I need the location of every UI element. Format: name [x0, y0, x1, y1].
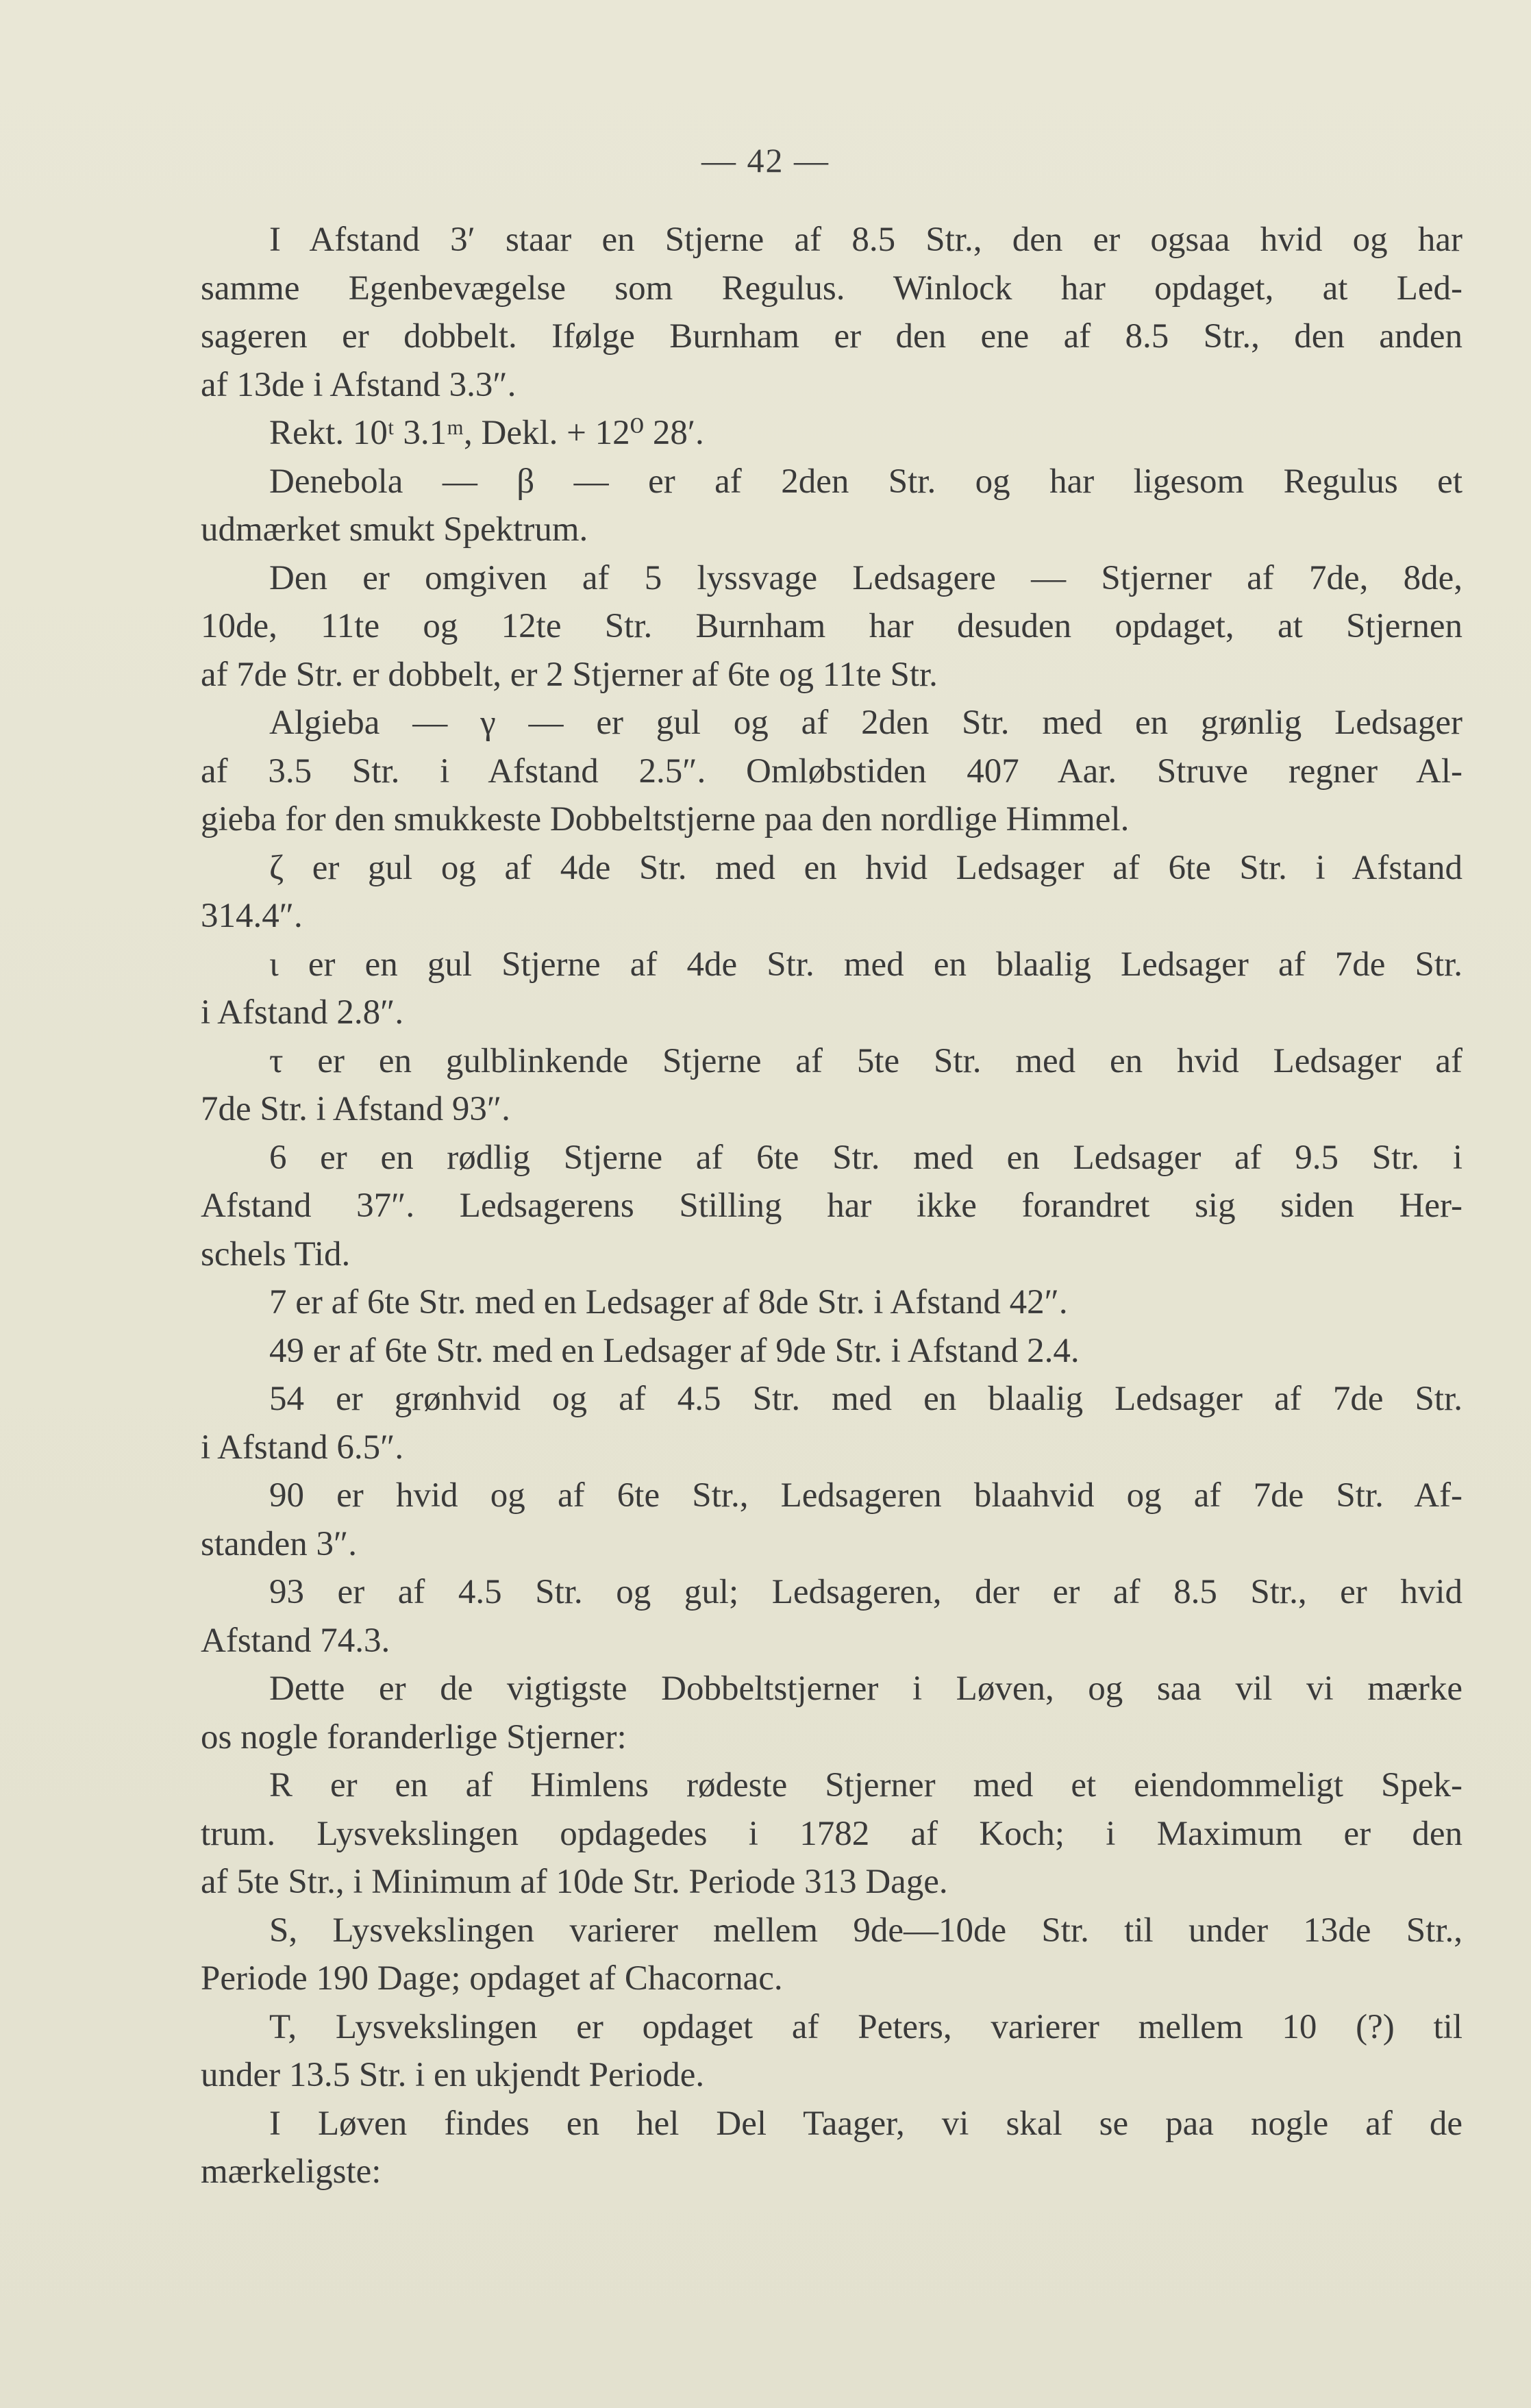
text-line: T, Lysvekslingen er opdaget af Peters, varierer mellem 10 (?) til — [269, 2007, 1462, 2046]
text-line: 10de, 11te og 12te Str. Burnham har desuden opdaget, at Stjernen — [201, 607, 1462, 645]
text-line: af 13de i Afstand 3.3″. — [201, 365, 516, 404]
text-line: I Afstand 3′ staar en Stjerne af 8.5 Str., den er ogsaa hvid og har — [269, 221, 1462, 259]
text-line: 6 er en rødlig Stjerne af 6te Str. med en Ledsager af 9.5 Str. i — [269, 1138, 1462, 1177]
text-line: Afstand 37″. Ledsagerens Stilling har ikke forandret sig siden Her- — [201, 1187, 1462, 1225]
text-line: S, Lysvekslingen varierer mellem 9de—10de Str. til under 13de Str., — [269, 1911, 1462, 1950]
text-line: ζ er gul og af 4de Str. med en hvid Ledsager af 6te Str. i Afstand — [269, 848, 1462, 887]
text-line: Rekt. 10ᵗ 3.1ᵐ, Dekl. + 12⁰ 28′. — [269, 414, 704, 452]
text-line: i Afstand 6.5″. — [201, 1428, 404, 1467]
text-line: af 7de Str. er dobbelt, er 2 Stjerner af 6te og 11te Str. — [201, 655, 938, 694]
text-line: Dette er de vigtigste Dobbeltstjerner i Løven, og saa vil vi mærke — [269, 1670, 1462, 1708]
text-line: 90 er hvid og af 6te Str., Ledsageren blaahvid og af 7de Str. Af- — [269, 1476, 1462, 1515]
text-line: Afstand 74.3. — [201, 1621, 390, 1660]
text-line: 7de Str. i Afstand 93″. — [201, 1090, 510, 1128]
text-line: Periode 190 Dage; opdaget af Chacornac. — [201, 1959, 783, 1998]
text-line: i Afstand 2.8″. — [201, 993, 404, 1032]
text-line: 7 er af 6te Str. med en Ledsager af 8de Str. i Afstand 42″. — [269, 1283, 1068, 1321]
page-number: — 42 — — [701, 141, 830, 179]
text-line: under 13.5 Str. i en ukjendt Periode. — [201, 2056, 705, 2094]
text-line: Denebola — β — er af 2den Str. og har ligesom Regulus et — [269, 462, 1462, 501]
text-line: 49 er af 6te Str. med en Ledsager af 9de Str. i Afstand 2.4. — [269, 1331, 1080, 1370]
text-line: samme Egenbevægelse som Regulus. Winlock har opdaget, at Led- — [201, 269, 1462, 308]
text-line: 93 er af 4.5 Str. og gul; Ledsageren, der er af 8.5 Str., er hvid — [269, 1573, 1462, 1611]
text-line: udmærket smukt Spektrum. — [201, 510, 588, 549]
text-line: 54 er grønhvid og af 4.5 Str. med en blaalig Ledsager af 7de Str. — [269, 1380, 1462, 1418]
text-line: R er en af Himlens rødeste Stjerner med et eiendommeligt Spek- — [269, 1766, 1462, 1804]
text-line: mærkeligste: — [201, 2152, 382, 2191]
text-line: af 3.5 Str. i Afstand 2.5″. Omløbstiden 407 Aar. Struve regner Al- — [201, 752, 1462, 791]
text-line: Algieba — γ — er gul og af 2den Str. med en grønlig Ledsager — [269, 704, 1462, 742]
text-line: I Løven findes en hel Del Taager, vi skal se paa nogle af de — [269, 2104, 1462, 2143]
text-line: 314.4″. — [201, 897, 303, 935]
text-line: Den er omgiven af 5 lyssvage Ledsagere — Stjerner af 7de, 8de, — [269, 558, 1462, 597]
body-text — [201, 216, 1462, 2196]
text-line: os nogle foranderlige Stjerner: — [201, 1717, 627, 1757]
text-line: af 5te Str., i Minimum af 10de Str. Periode 313 Dage. — [201, 1863, 948, 1901]
text-line: gieba for den smukkeste Dobbeltstjerne paa den nordlige Himmel. — [201, 800, 1130, 839]
text-line: ι er en gul Stjerne af 4de Str. med en blaalig Ledsager af 7de Str. — [269, 945, 1462, 984]
text-line: sageren er dobbelt. Ifølge Burnham er den ene af 8.5 Str., den anden — [201, 317, 1462, 356]
text-line: standen 3″. — [201, 1524, 358, 1563]
text-line: τ er en gulblinkende Stjerne af 5te Str. med en hvid Ledsager af — [269, 1041, 1462, 1080]
text-line: schels Tid. — [201, 1234, 351, 1274]
text-line: trum. Lysvekslingen opdagedes i 1782 af Koch; i Maximum er den — [201, 1814, 1462, 1853]
